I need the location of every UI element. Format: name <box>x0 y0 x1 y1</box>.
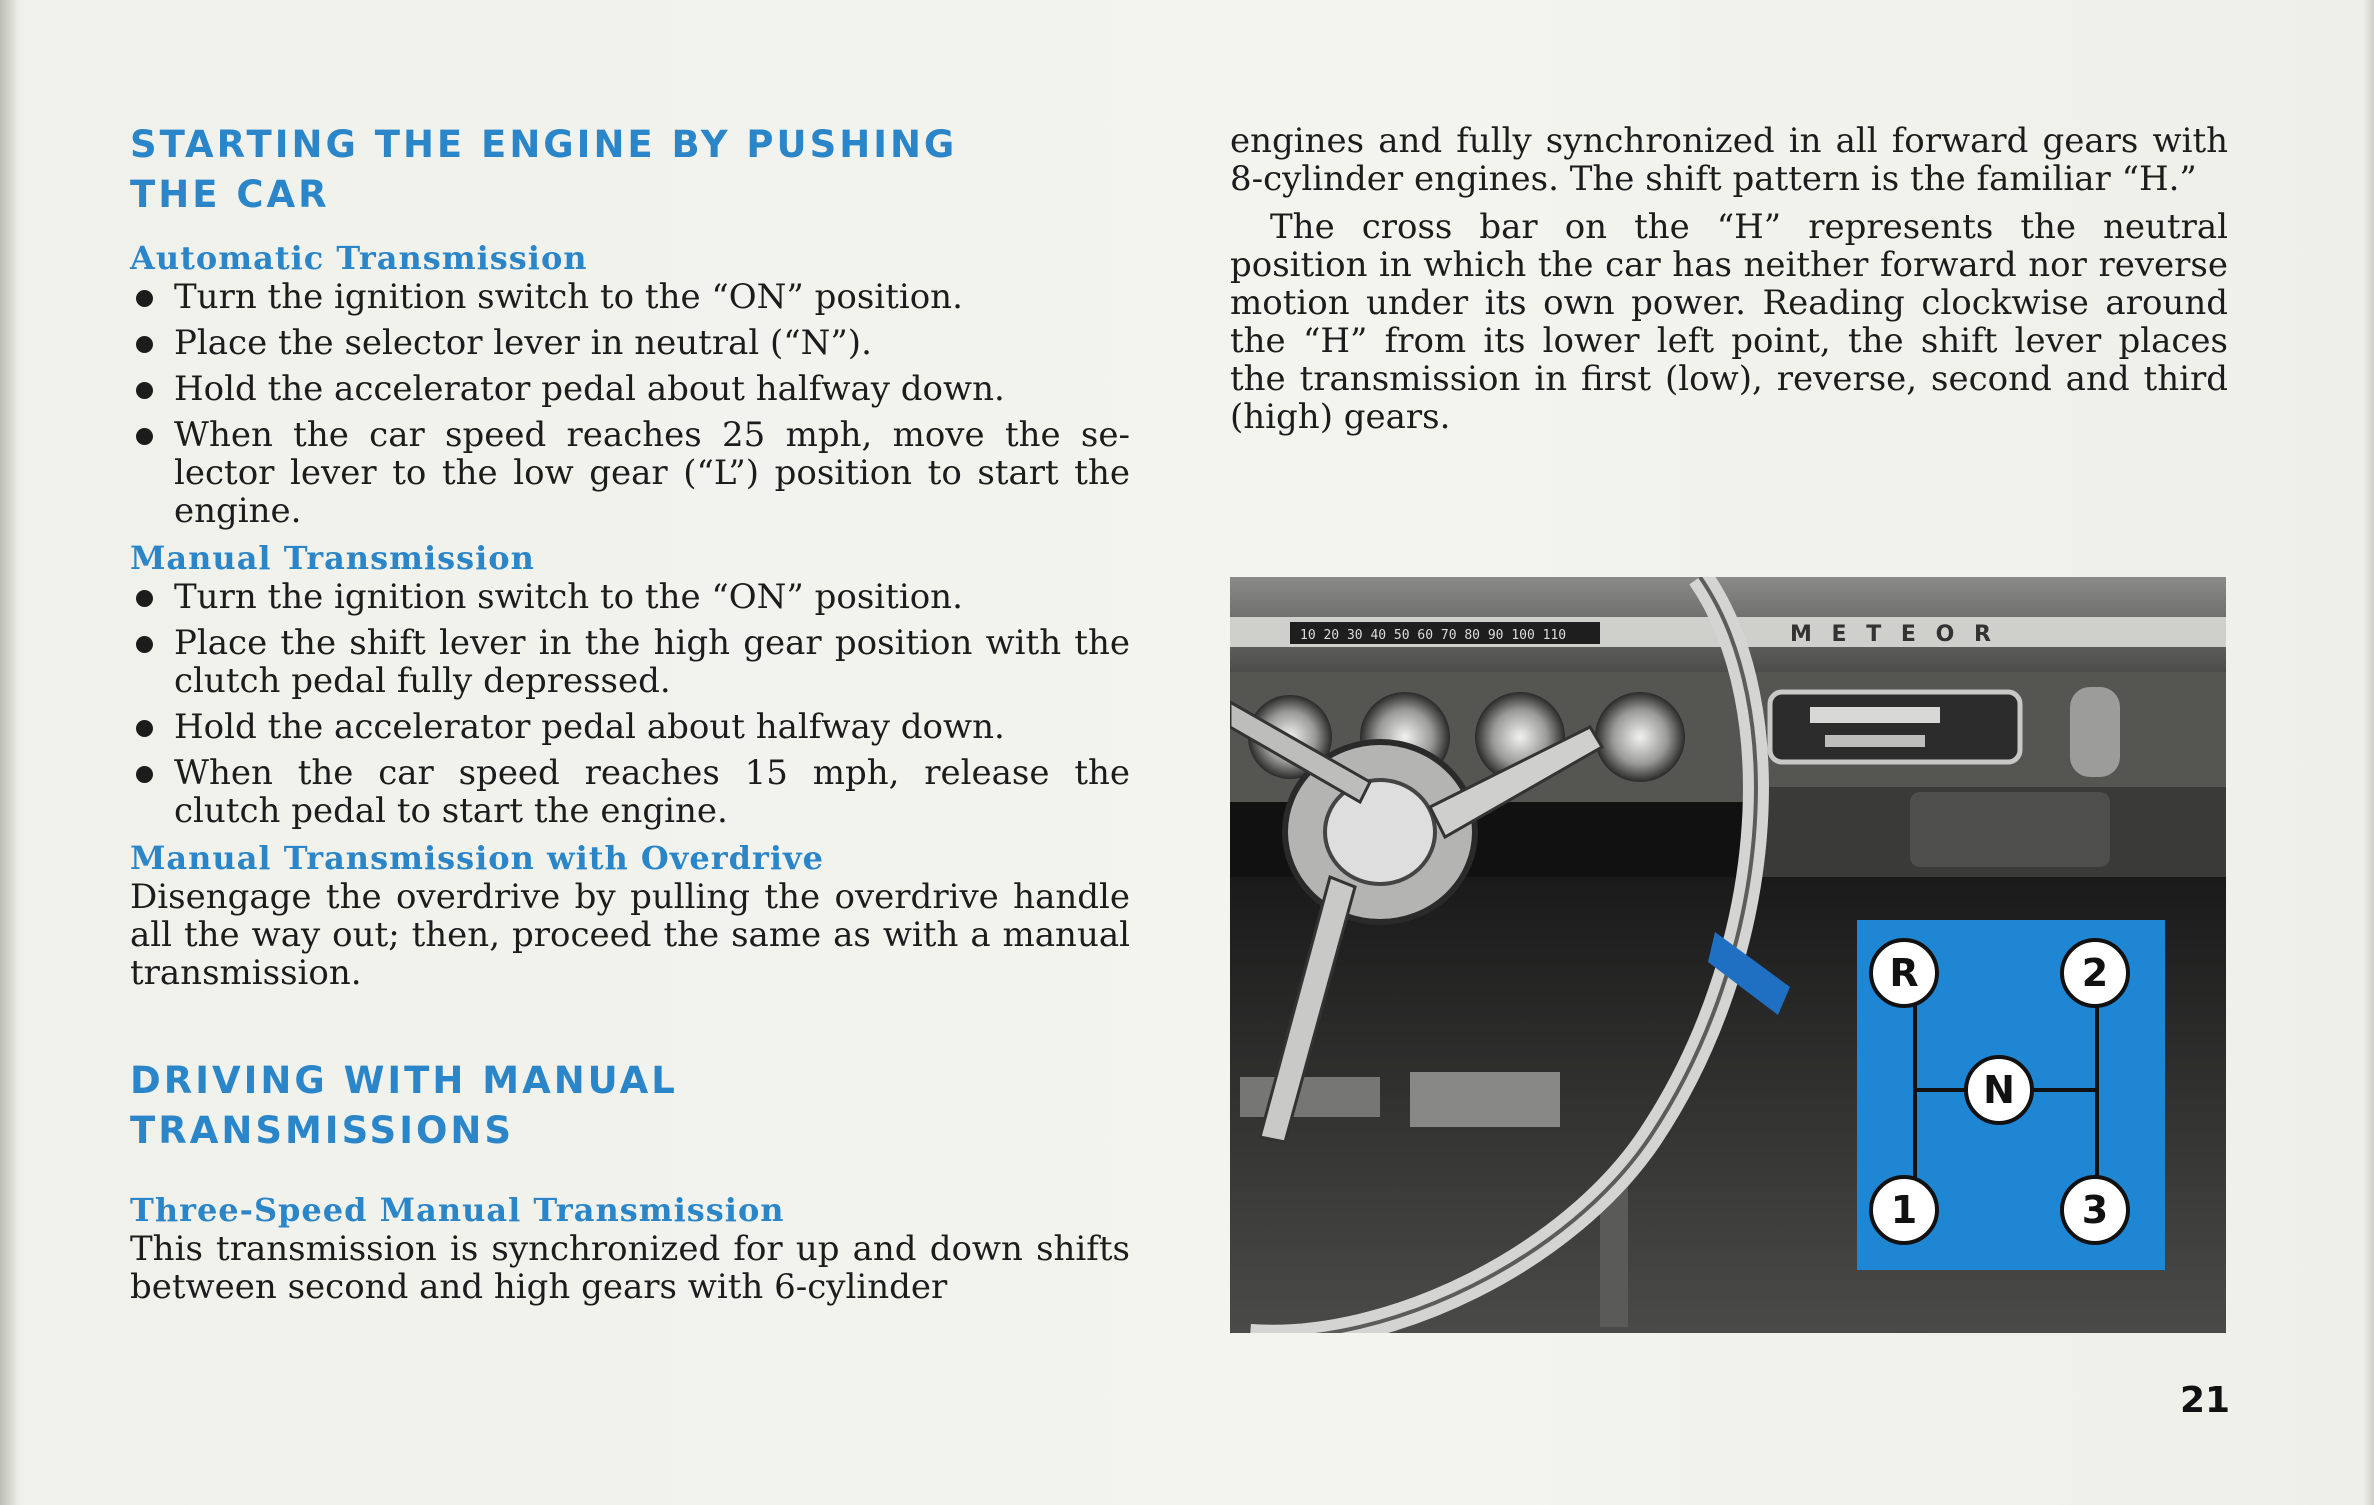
bullet-icon <box>136 336 153 353</box>
manual-steps <box>130 578 1130 830</box>
three-speed-text: This transmission is synchronized for up and down shifts between second and high gears with 6-cylinder <box>130 1229 1130 1307</box>
list-item: Place the shift lever in the high gear position with the clutch pedal fully depressed. <box>130 624 1130 700</box>
clutch-pedal-icon <box>1240 1077 1380 1117</box>
speedometer-marks: 10 20 30 40 50 60 70 80 90 100 110 <box>1300 628 1567 643</box>
list-item: When the car speed reaches 15 mph, release the clutch pedal to start the engine. <box>130 754 1130 830</box>
bullet-icon <box>136 766 153 783</box>
gear-neutral-knob: N <box>1964 1055 2034 1125</box>
section-title-line: TRANSMISSIONS <box>130 1109 515 1152</box>
three-speed-heading: Three-Speed Manual Transmission <box>130 1191 785 1229</box>
bullet-icon <box>136 720 153 737</box>
section-title-line: DRIVING WITH MANUAL <box>130 1059 678 1102</box>
list-item: When the car speed reaches 25 mph, move the selector lever to the low gear (“L”) position to start the engine. <box>130 416 1130 530</box>
overdrive-text: Disengage the overdrive by pulling the overdrive handle all the way out; then, proceed the same as with a manual transmission. <box>130 877 1130 993</box>
bullet-icon <box>136 382 153 399</box>
page-edge <box>2364 0 2374 1505</box>
page-binding-shadow <box>0 0 16 1505</box>
automatic-heading: Automatic Transmission <box>130 239 588 277</box>
overdrive-heading: Manual Transmission with Overdrive <box>130 839 824 877</box>
radio-icon <box>1770 692 2020 762</box>
page-number: 21 <box>2180 1380 2231 1421</box>
left-column <box>130 120 1130 1306</box>
gear-second-knob: 2 <box>2060 938 2130 1008</box>
meteor-badge: M E T E O R <box>1790 622 1997 647</box>
gear-reverse-knob: R <box>1869 938 1939 1008</box>
vent-knob-icon <box>2070 687 2120 777</box>
list-item: Turn the ignition switch to the “ON” position. <box>130 578 1130 616</box>
gear-first-knob: 1 <box>1869 1175 1939 1245</box>
shift-pattern-diagram <box>1857 920 2165 1270</box>
cross-bar-paragraph: The cross bar on the “H” represents the neutral position in which the car has neither forward nor reverse motion under its own power. Reading clockwise around the “H” from its lower left point, the shift lever places the transmission in first (low), reverse, second and third (high) gears. <box>1230 207 2228 437</box>
list-item: Turn the ignition switch to the “ON” position. <box>130 278 1130 316</box>
bullet-icon <box>136 636 153 653</box>
manual-heading: Manual Transmission <box>130 539 535 577</box>
list-item: Hold the accelerator pedal about halfway down. <box>130 708 1130 746</box>
bullet-icon <box>136 290 153 307</box>
shift-pattern-paragraph: engines and fully synchronized in all forward gears with 8-cylinder engines. The shift pattern is the familiar “H.” <box>1230 121 2228 199</box>
section-title-line: STARTING THE ENGINE BY PUSHING <box>130 123 958 166</box>
glovebox-icon <box>1910 792 2110 867</box>
section-title-line: THE CAR <box>130 173 330 216</box>
gear-third-knob: 3 <box>2060 1175 2130 1245</box>
section-title-pushing <box>130 120 1130 220</box>
section-title-manual-driving <box>130 1056 1130 1156</box>
list-item: Hold the accelerator pedal about halfway down. <box>130 370 1130 408</box>
list-item: Place the selector lever in neutral (“N”). <box>130 324 1130 362</box>
right-column <box>1230 122 2228 436</box>
gauge-icon <box>1595 692 1685 782</box>
bullet-icon <box>136 590 153 607</box>
bullet-icon <box>136 428 153 445</box>
automatic-steps <box>130 278 1130 530</box>
brake-pedal-icon <box>1410 1072 1560 1127</box>
